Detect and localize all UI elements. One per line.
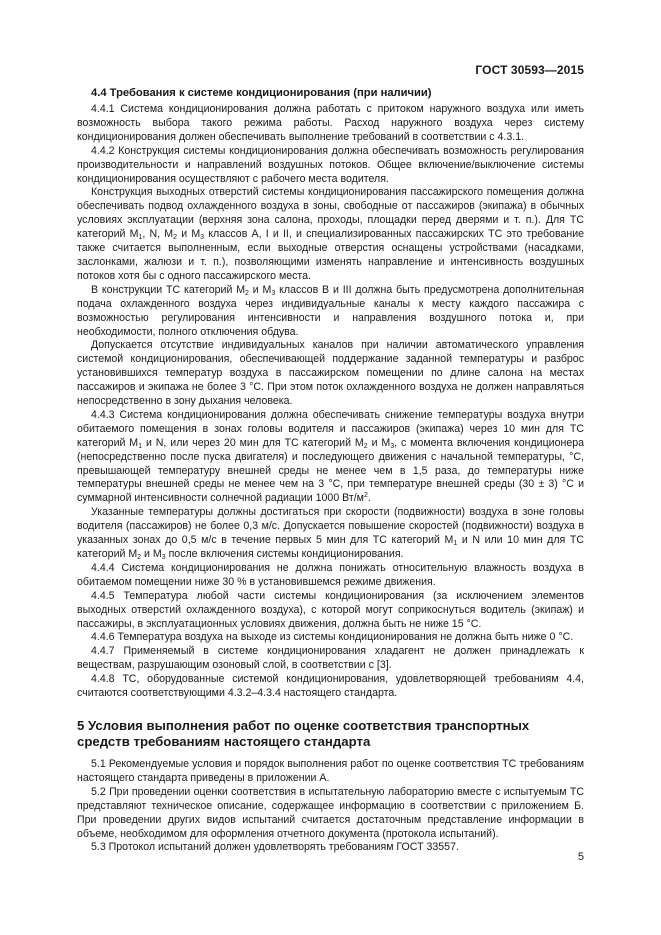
text-fragment: и M (367, 436, 391, 449)
paragraph-4-4-3 (77, 409, 584, 506)
text-fragment: и N, или через 20 мин для ТС категорий M (142, 436, 364, 449)
section-5-heading: 5 Условия выполнения работ по оценке соответствия транспортных средств требованиям настоящего стандарта (77, 717, 530, 749)
subscript: 3 (390, 442, 395, 450)
paragraph-4-4-6: 4.4.6 Температура воздуха на выходе из системы кондиционирования не должна быть ниже 0 °С. (91, 631, 574, 644)
subscript: 2 (173, 234, 178, 242)
paragraph-4-4-2: 4.4.2 Конструкция системы кондиционирования должна обеспечивать возможность регулирования производительности и направлений воздушных потоков. Общее включение/выключение системы кондиционирования осуществляют с рабочего места водителя. (77, 144, 584, 185)
text-fragment: Указанные температуры должны достигаться при скорости (подвижности) воздуха в зоне головы водителя (пассажиров) не более 0,3 м/с. Допускается повышение скоростей (подвижности) воздуха в указанных зонах до 0,5 м/с в течение первых 5 мин для ТС категорий M (77, 506, 584, 547)
text-fragment: 4.4.3 Система кондиционирования должна обеспечивать снижение температуры воздуха внутри обитаемого помещения в зонах головы водителя и пассажиров (экипажа) через 10 мин для ТС категорий M (77, 408, 584, 449)
text-fragment: , N, M (142, 228, 174, 241)
paragraph-outlet-construction (77, 186, 584, 283)
page-number: 5 (577, 851, 584, 863)
paragraph-4-4-5: 4.4.5 Температура любой части системы кондиционирования (за исключением элементов выходных отверстий охлажденного воздуха), с которой могут соприкоснуться водитель (экипаж) и пассажиры, в эксплуатационных условиях движения, должна быть не ниже 15 °С. (77, 589, 584, 630)
paragraph-automatic-control: Допускается отсутствие индивидуальных каналов при наличии автоматического управления системой кондиционирования, обеспечивающей поддержание заданной температуры и разброс установившихся температур воздуха в пассажирском помещении по длине салона на местах пассажиров и экипажа не более 3 °С. При этом поток охлажденного воздуха не должен направляться непосредственно в зону дыхания человека. (77, 339, 584, 408)
text-fragment: классов B и III должна быть предусмотрена дополнительная подача охлажденного воздуха через индивидуальные каналы к месту каждого пассажира с возможностью регулирования интенсивности и направления воздушного потока и, при необходимости, полного отключения обдува. (77, 283, 584, 338)
text-fragment: . (367, 492, 371, 505)
page-content (77, 86, 584, 855)
subscript: 3 (200, 234, 205, 242)
standard-header: ГОСТ 30593—2015 (475, 63, 584, 77)
text-fragment: и M (141, 548, 162, 560)
paragraph-4-4-4: 4.4.4 Система кондиционирования не должна понижать относительную влажность воздуха в обитаемом помещении ниже 30 % в установившемся режиме движения. (77, 561, 584, 588)
section-4-4-heading: 4.4 Требования к системе кондиционирования (при наличии) (91, 87, 432, 99)
subscript: 3 (161, 554, 166, 561)
subscript: 1 (138, 442, 143, 450)
text-fragment: и M (177, 228, 201, 241)
subscript: 1 (453, 540, 458, 548)
text-fragment: В конструкции ТС категорий M (91, 283, 246, 296)
paragraph-5-3: 5.3 Протокол испытаний должен удовлетворять требованиям ГОСТ 33557. (91, 841, 459, 854)
subscript: 2 (363, 442, 368, 450)
paragraph-air-speed (77, 506, 584, 562)
subscript: 2 (245, 289, 249, 297)
subscript: 2 (137, 554, 142, 561)
subscript: 1 (138, 234, 143, 242)
paragraph-5-2: 5.2 При проведении оценки соответствия в испытательную лабораторию вместе с испытуемым ТС представляют техническое описание, содержащее информацию в соответствии с приложением Б. При проведении других видов испытаний считается достаточным представление информации в объеме, необходимом для оформления отчетного документа (протокола испытаний). (77, 785, 584, 840)
text-fragment: Конструкция выходных отверстий системы кондиционирования пассажирского помещения должна обеспечивать подвод охлажденного воздуха в зоны, свободные от пассажиров (экипажа) в обычных условиях эксплуатации (верхняя зона салона, проходы, площадки перед дверями и т. п.). Для ТС категорий M (77, 186, 584, 241)
paragraph-4-4-7: 4.4.7 Применяемый в системе кондиционирования хладагент не должен принадлежать к веществам, разрушающим озоновый слой, в соответствии с [3]. (77, 645, 584, 672)
paragraph-4-4-8: 4.4.8 ТС, оборудованные системой кондиционирования, удовлетворяющей требованиям 4.4, считаются соответствующими 4.3.2–4.3.4 настоящего стандарта. (77, 673, 584, 700)
paragraph-5-1: 5.1 Рекомендуемые условия и порядок выполнения работ по оценке соответствия ТС требованиям настоящего стандарта приведены в приложении А. (77, 757, 584, 784)
text-fragment: и N или 10 мин для ТС категорий M (77, 534, 584, 560)
superscript: 2 (363, 492, 368, 500)
paragraph-4-4-1: 4.4.1 Система кондиционирования должна работать с притоком наружного воздуха или иметь возможность выбора такого режима работы. Расход наружного воздуха через систему кондиционирования должен обеспечивать выполнение требований в соответствии с 4.3.1. (77, 103, 584, 143)
text-fragment: после включения системы кондиционирования. (165, 548, 404, 560)
text-fragment: и M (248, 283, 272, 296)
subscript: 3 (271, 289, 276, 297)
text-fragment: классов A, I и II, и специализированных пассажирских ТС это требование также считается выполненным, если выходные отверстия оснащены устройствами (насадками, заслонками, жалюзи и т. п.), позволяющими изменять направление и интенсивность воздушных потоков хотя бы с одного пассажирского места. (77, 228, 585, 282)
text-fragment: , с момента включения кондиционера (непосредственно после пуска двигателя) и последующего движения с начальной температуры, °С, превышающей температуру внешней среды не менее чем в 1,5 раза, до температуры ниже температуры внешней среды не менее чем на 3 °С, при температуре внешней среды (30 ± 3) °С и суммарной интенсивности солнечной радиации 1000 Вт/м (77, 436, 585, 505)
paragraph-individual-channels (77, 284, 584, 340)
